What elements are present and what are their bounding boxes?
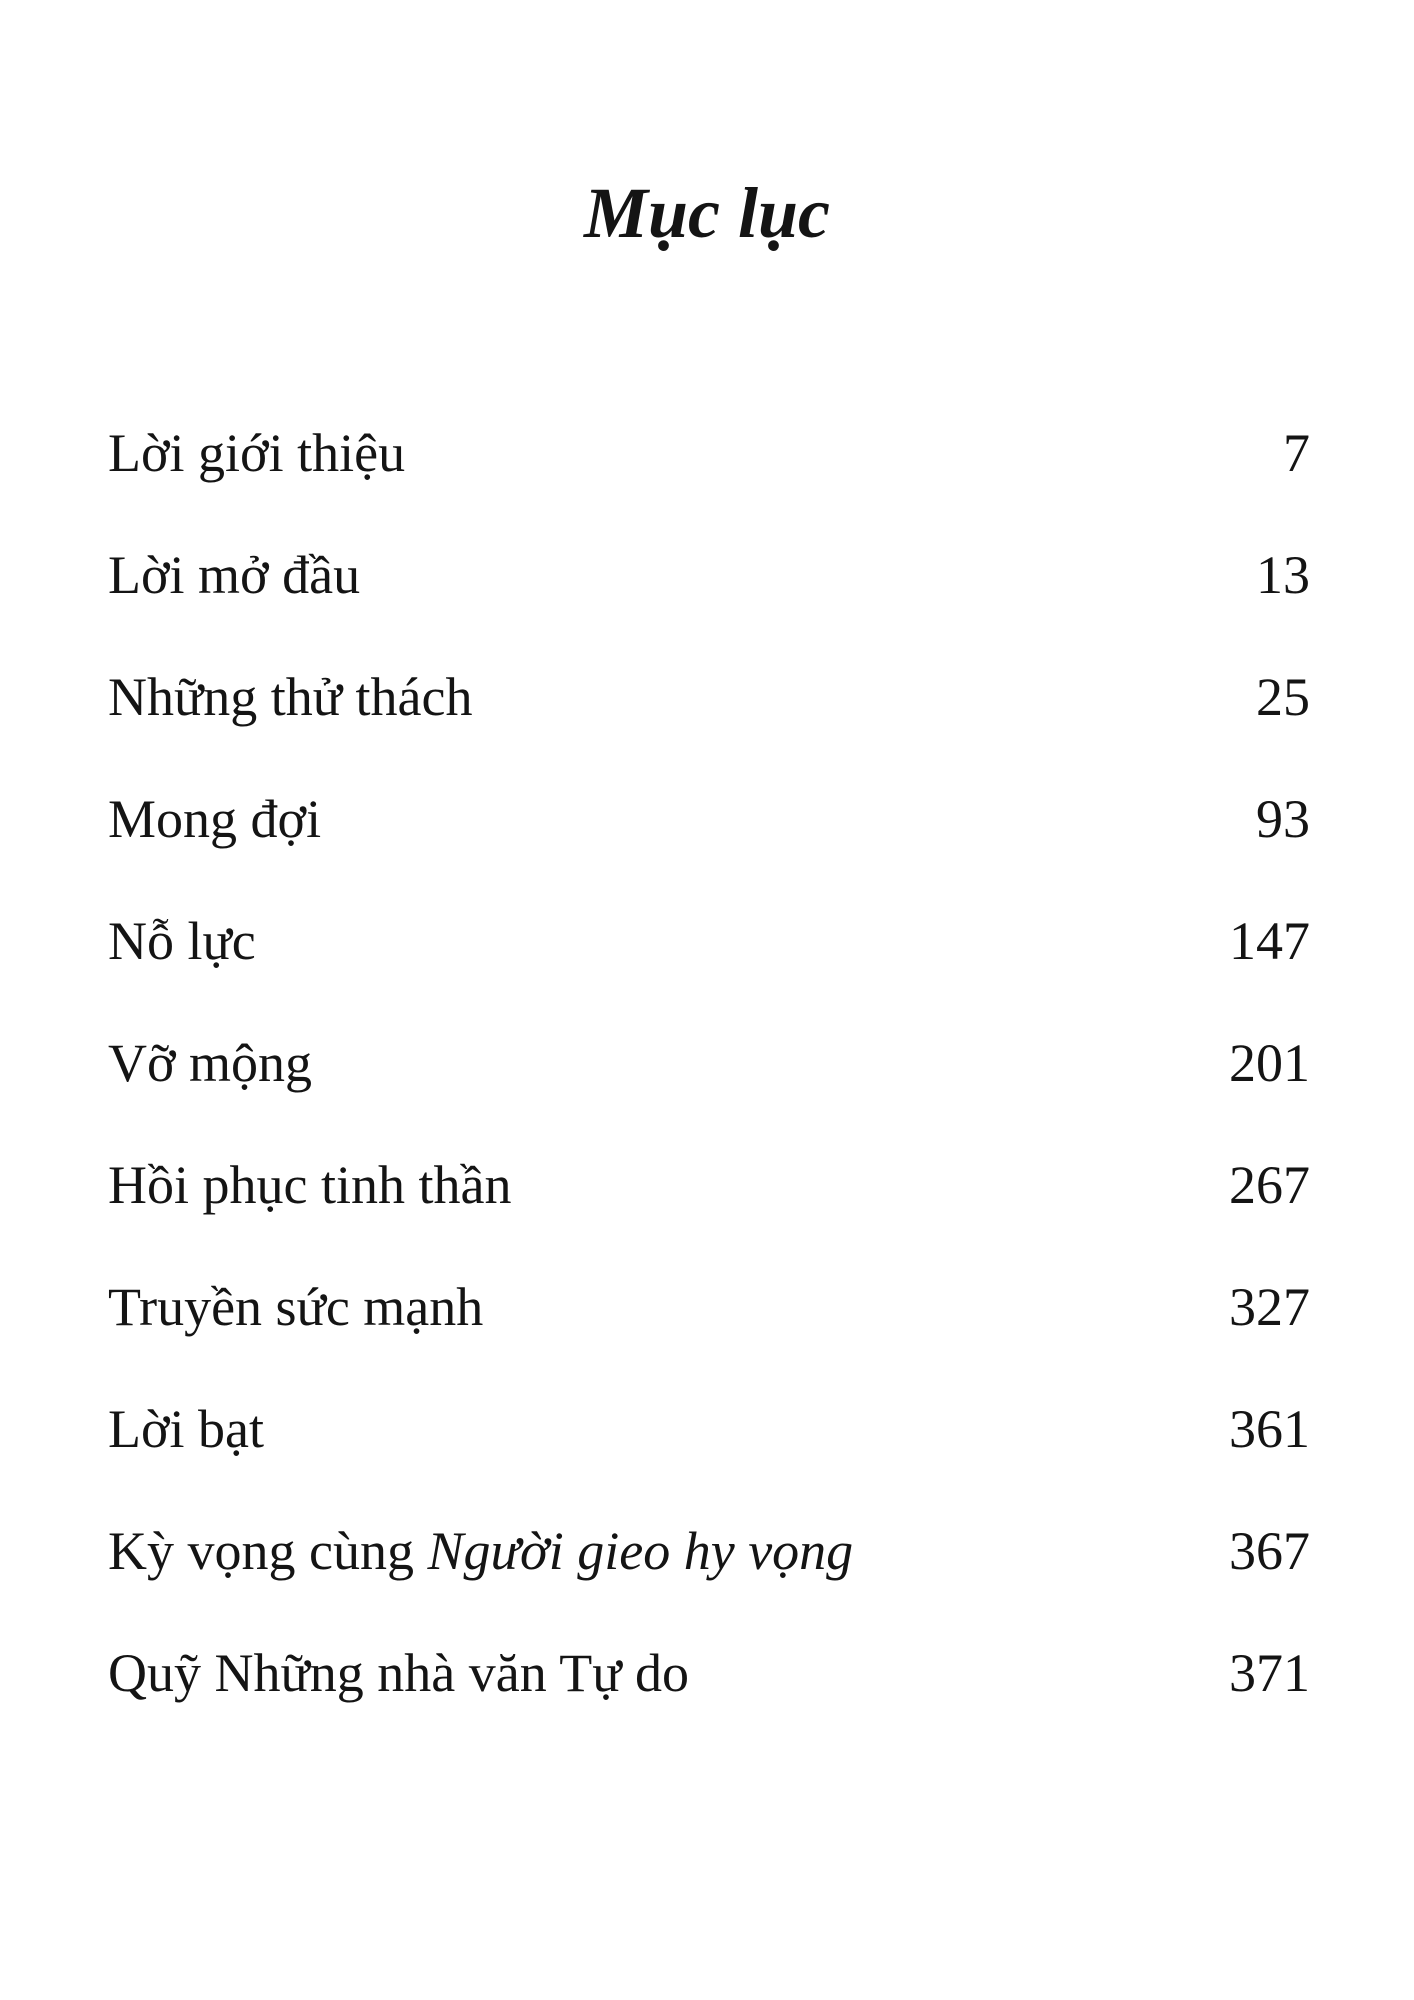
toc-page-number: 371 — [1229, 1643, 1310, 1703]
toc-entry-title: Lời bạt — [108, 1399, 265, 1459]
toc-entry-title: Nỗ lực — [108, 911, 256, 971]
toc-page-number: 327 — [1229, 1277, 1310, 1337]
toc-entry[interactable] — [108, 413, 1310, 535]
toc-page-number: 367 — [1229, 1521, 1310, 1581]
toc-entry[interactable] — [108, 657, 1310, 779]
toc-page-number: 13 — [1256, 545, 1310, 605]
toc-entry-title: Lời giới thiệu — [108, 423, 406, 483]
toc-entry-title: Hồi phục tinh thần — [108, 1155, 512, 1215]
toc-page-number: 25 — [1256, 667, 1310, 727]
toc-page-number: 201 — [1229, 1033, 1310, 1093]
toc-entry[interactable] — [108, 1511, 1310, 1633]
toc-entry[interactable] — [108, 1023, 1310, 1145]
toc-entry-title-roman: Kỳ vọng cùng — [108, 1521, 414, 1581]
toc-entry[interactable] — [108, 779, 1310, 901]
toc-entry[interactable] — [108, 535, 1310, 657]
toc-page-number: 267 — [1229, 1155, 1310, 1215]
toc-entry-title: Lời mở đầu — [108, 545, 361, 605]
toc-entry-title: Vỡ mộng — [108, 1033, 313, 1093]
toc-page-number: 147 — [1229, 911, 1310, 971]
toc-entry-title: Quỹ Những nhà văn Tự do — [108, 1643, 689, 1703]
toc-entry-title: Truyền sức mạnh — [108, 1277, 484, 1337]
table-of-contents — [108, 413, 1310, 1755]
page-title: Mục lục — [583, 173, 831, 253]
toc-entry-title-italic: Người gieo hy vọng — [427, 1521, 854, 1581]
toc-entry[interactable] — [108, 1633, 1310, 1755]
toc-entry-title: Những thử thách — [108, 667, 473, 727]
toc-entry-title: Mong đợi — [108, 789, 322, 849]
toc-page-number: 361 — [1229, 1399, 1310, 1459]
toc-entry[interactable] — [108, 1145, 1310, 1267]
toc-entry[interactable] — [108, 1267, 1310, 1389]
toc-entry[interactable] — [108, 1389, 1310, 1511]
toc-page-number: 7 — [1283, 423, 1310, 483]
toc-page-number: 93 — [1256, 789, 1310, 849]
toc-entry-title — [108, 1511, 853, 1591]
toc-entry[interactable] — [108, 901, 1310, 1023]
